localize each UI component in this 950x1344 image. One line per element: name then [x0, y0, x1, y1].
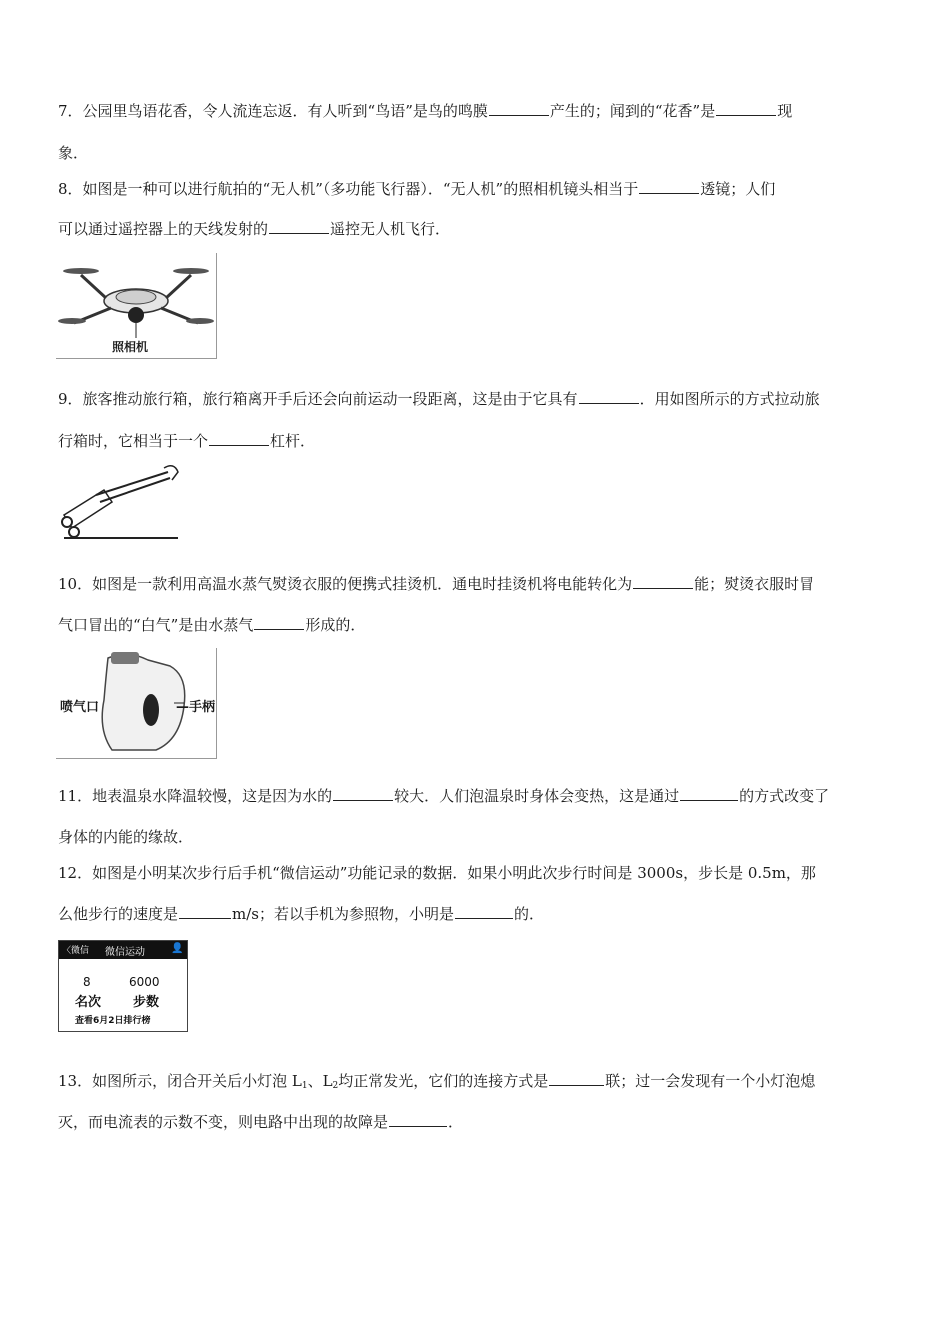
answer-blank[interactable] — [639, 178, 699, 194]
question-8-line-1: 8．如图是一种可以进行航拍的“无人机”（多功能飞行器）．“无人机”的照相机镜头相当于 透镜；人们 — [58, 180, 776, 198]
wechat-sport-screen — [58, 940, 188, 1032]
answer-blank[interactable] — [254, 614, 304, 630]
answer-blank[interactable] — [333, 785, 393, 801]
steps-label: 步数 — [133, 995, 160, 1010]
answer-blank[interactable] — [269, 218, 329, 234]
question-12-line-2: 么他步行的速度是 m/s；若以手机为参照物，小明是 的． — [58, 905, 545, 923]
answer-blank[interactable] — [680, 785, 738, 801]
answer-blank[interactable] — [489, 100, 549, 116]
question-7-line-1: 7．公园里鸟语花香，令人流连忘返．有人听到“鸟语”是鸟的鸣膜 产生的；闻到的“花香”是 现 — [58, 102, 793, 120]
question-8-line-2: 可以通过遥控器上的天线发射的 遥控无人机飞行． — [58, 220, 451, 238]
question-10-line-1: 10．如图是一款利用高温水蒸气熨烫衣服的便携式挂烫机．通电时挂烫机将电能转化为 能；熨烫衣服时冒 — [58, 575, 815, 593]
rank-label: 名次 — [75, 995, 102, 1010]
handle-label: —手柄 — [176, 700, 216, 715]
back-button[interactable]: 〈微信 — [62, 946, 90, 956]
question-11-line-2: 身体的内能的缘故． — [58, 828, 194, 846]
question-11-line-1: 11．地表温泉水降温较慢，这是因为水的 较大．人们泡温泉时身体会变热，这是通过 的方式改变了 — [58, 787, 830, 805]
question-9-line-1: 9．旅客推动旅行箱，旅行箱离开手后还会向前运动一段距离，这是由于它具有 ．用如图所示的方式拉动旅 — [58, 390, 820, 408]
leaderboard-link[interactable]: 查看6月2日排行榜 — [75, 1016, 151, 1026]
drone-figure — [56, 253, 217, 359]
answer-blank[interactable] — [549, 1070, 604, 1086]
rank-value: 8 — [83, 975, 91, 989]
app-title: 微信运动 — [105, 947, 145, 958]
question-13-line-2: 灭，而电流表的示数不变，则电路中出现的故障是 ． — [58, 1113, 464, 1131]
answer-blank[interactable] — [179, 903, 231, 919]
answer-blank[interactable] — [579, 388, 639, 404]
question-7-line-2: 象． — [58, 144, 89, 162]
answer-blank[interactable] — [389, 1111, 447, 1127]
suitcase-lever-illustration — [56, 460, 181, 545]
app-header — [59, 941, 187, 959]
question-9-line-2: 行箱时，它相当于一个 杠杆． — [58, 432, 316, 450]
camera-label: 照相机 — [112, 340, 149, 354]
question-10-line-2: 气口冒出的“白气”是由水蒸气 形成的． — [58, 616, 366, 634]
answer-blank[interactable] — [209, 430, 269, 446]
user-icon[interactable]: 👤 — [171, 943, 184, 954]
question-13-line-1: 13．如图所示，闭合开关后小灯泡 $L_1$、$L_2$均正常发光，它们的连接方式是 联；过一会发现有一个小灯泡熄 — [58, 1072, 816, 1091]
question-12-line-1: 12．如图是小明某次步行后手机“微信运动”功能记录的数据．如果小明此次步行时间是 3000s，步长是 0.5m，那 — [58, 864, 816, 882]
answer-blank[interactable] — [633, 573, 693, 589]
answer-blank[interactable] — [716, 100, 776, 116]
answer-blank[interactable] — [455, 903, 513, 919]
steamer-figure — [56, 648, 217, 759]
suitcase-figure — [56, 460, 181, 545]
steps-value: 6000 — [129, 975, 160, 989]
nozzle-label: 喷气口 — [60, 700, 100, 715]
